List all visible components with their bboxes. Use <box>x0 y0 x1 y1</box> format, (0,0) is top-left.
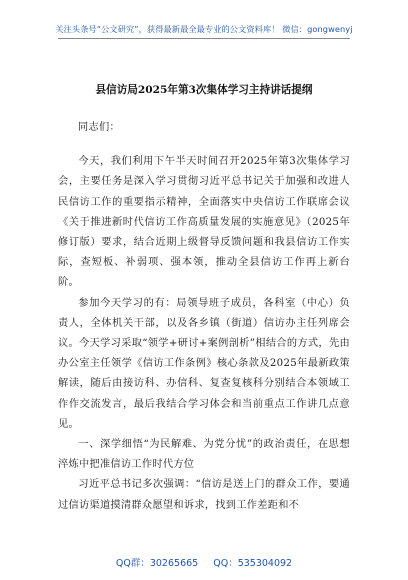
footer-qq-group: QQ群：30265665 <box>115 558 199 569</box>
section-heading: 一、深学细悟“为民解难、为党分忧”的政治责任，在思想淬炼中把准信访工作时代方位 <box>58 439 350 471</box>
salutation: 同志们： <box>78 122 120 133</box>
header-divider <box>58 38 350 39</box>
header-note: 关注头条号“公文研究”，获得最新最全最专业的公文资料库！ 微信：gongwenyj <box>55 24 353 34</box>
document-body <box>58 118 350 516</box>
body-paragraph: 参加今天学习的有：局领导班子成员，各科室（中心）负责人，全体机关干部，以及各乡镇（街道）信访办主任列席会议。今天学习采取“领学+研讨+案例剖析”相结合的方式，先由办公室主任领学《信访工作条例》核心条款及2025年最新政策解读，随后由接访科、办信科、复查复核科分别结合本领域工作作交流发言，最后我结合学习体会和当前重点工作讲几点意见。 <box>58 297 350 430</box>
footer-contact <box>0 555 408 569</box>
body-paragraph: 习近平总书记多次强调：“信访是送上门的群众工作，要通过信访渠道摸清群众愿望和诉求，找到工作差距和不 <box>58 479 350 511</box>
document-title: 县信访局2025年第3次集体学习主持讲话提纲 <box>95 84 313 96</box>
footer-qq: QQ：535304092 <box>213 558 293 569</box>
body-paragraph: 今天，我们利用下午半天时间召开2025年第3次集体学习会，主要任务是深入学习贯彻习近平总书记关于加强和改进人民信访工作的重要指示精神，全面落实中央信访工作联席会议《关于推进新时代信访工作高质量发展的实施意见》（2025年修订版）要求，结合近期上级督导反馈问题和我县信访工作实际，查短板、补弱项、强本领，推动全县信访工作再上新台阶。 <box>58 156 350 289</box>
